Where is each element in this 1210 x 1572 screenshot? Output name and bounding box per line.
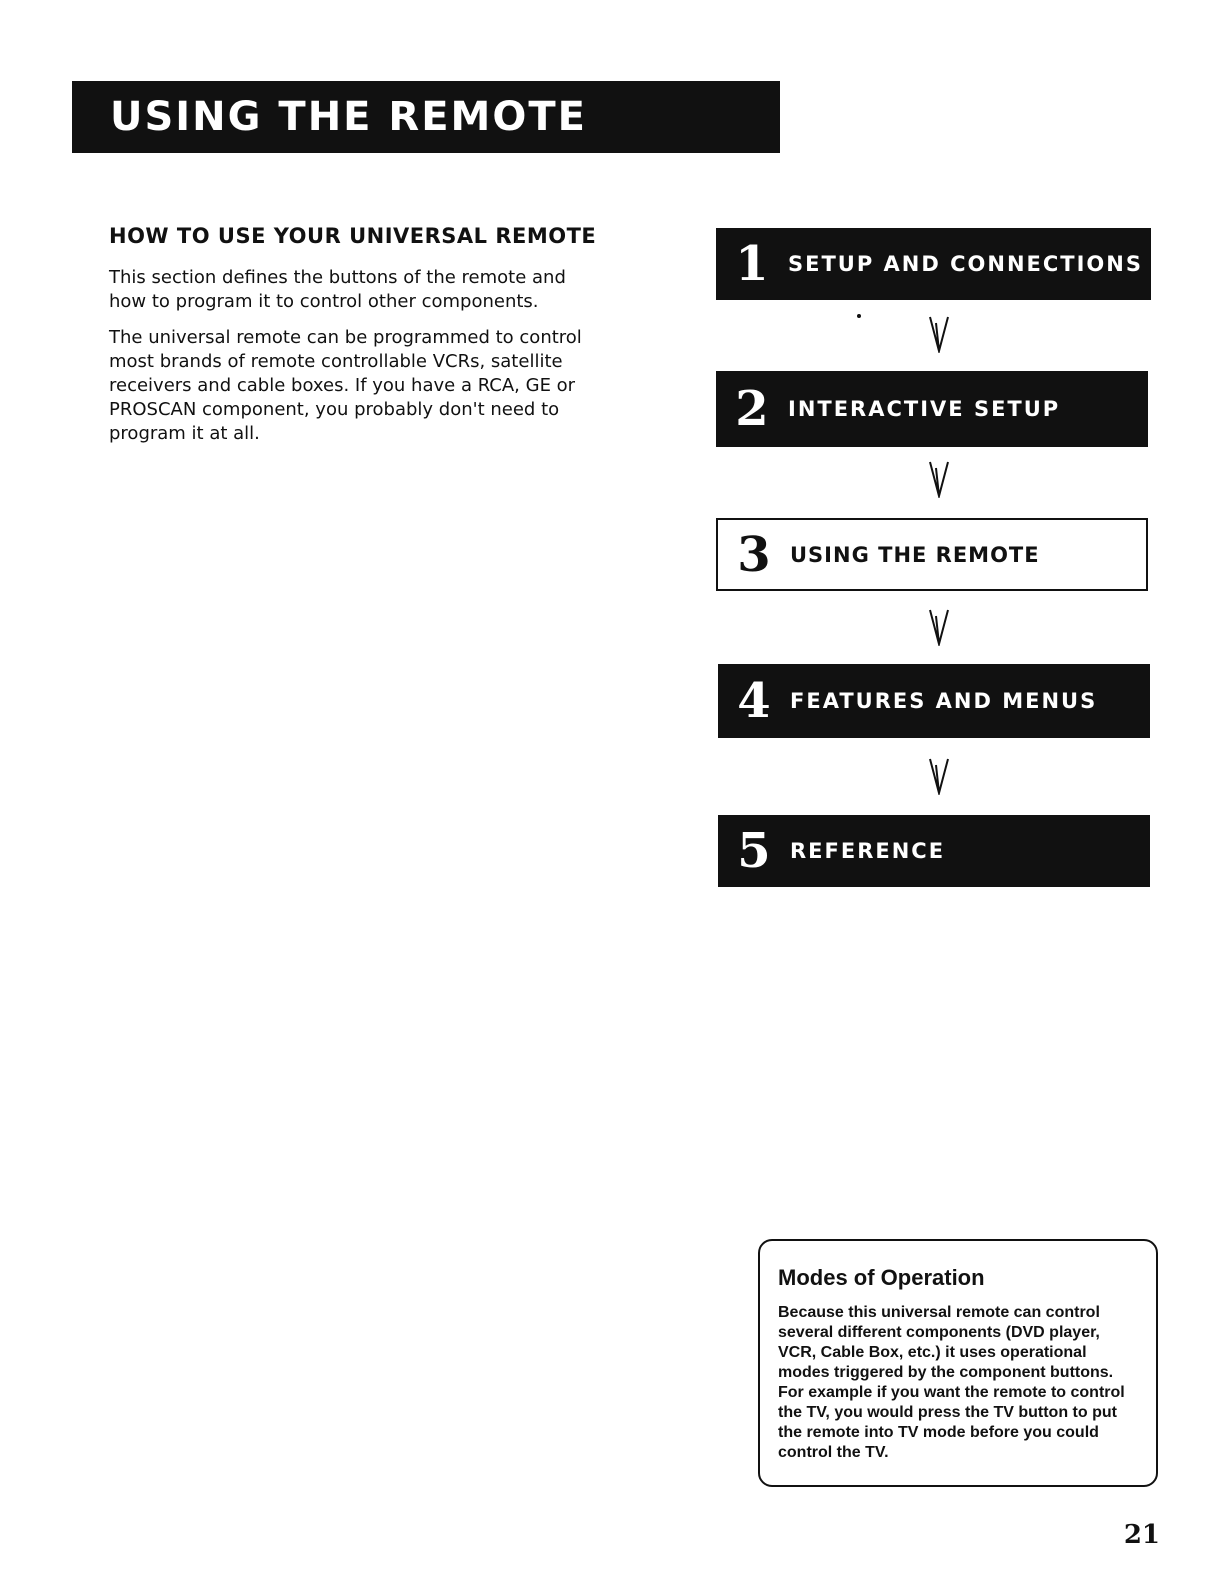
down-arrow-icon — [929, 460, 949, 498]
callout-title: Modes of Operation — [778, 1265, 985, 1290]
programming-paragraph: The universal remote can be programmed to control most brands of remote controllable VCRs, satellite receivers and cable boxes. If you have a RCA, GE or PROSCAN component, you probably don't need to program it at all. — [109, 327, 582, 444]
step-label: INTERACTIVE SETUP — [788, 397, 1061, 421]
page-number: 21 — [1123, 1520, 1160, 1550]
step-label: USING THE REMOTE — [790, 542, 1040, 567]
step-number: 1 — [735, 236, 769, 292]
step-1-setup-and-connections — [716, 228, 1151, 300]
step-number: 5 — [737, 823, 771, 879]
step-4-features-and-menus — [718, 664, 1150, 738]
step-5-reference — [718, 815, 1150, 887]
step-label: SETUP AND CONNECTIONS — [788, 252, 1143, 276]
down-arrow-icon — [929, 315, 949, 353]
intro-paragraph: This section defines the buttons of the remote and how to program it to control other components. — [109, 267, 566, 312]
step-number: 4 — [737, 673, 771, 729]
modes-of-operation-callout — [758, 1239, 1158, 1487]
step-2-interactive-setup — [716, 371, 1148, 447]
step-label: REFERENCE — [790, 839, 946, 863]
down-arrow-icon — [929, 608, 949, 646]
chapter-title-banner — [72, 81, 780, 153]
down-arrow-icon — [929, 757, 949, 795]
callout-body: Because this universal remote can control several different components (DVD player, VCR, Cable Box, etc.) it uses operational modes triggered by the component buttons. For example if you want the remote to control the TV, you would press the TV button to put the remote into TV mode before you could control the TV. — [778, 1304, 1125, 1461]
section-heading: HOW TO USE YOUR UNIVERSAL REMOTE — [109, 224, 597, 248]
chapter-title: USING THE REMOTE — [110, 94, 587, 140]
step-label: FEATURES AND MENUS — [790, 689, 1098, 713]
print-speck — [857, 314, 861, 318]
step-number: 2 — [735, 381, 769, 437]
step-3-using-the-remote-current — [716, 518, 1148, 591]
step-number: 3 — [737, 526, 771, 583]
